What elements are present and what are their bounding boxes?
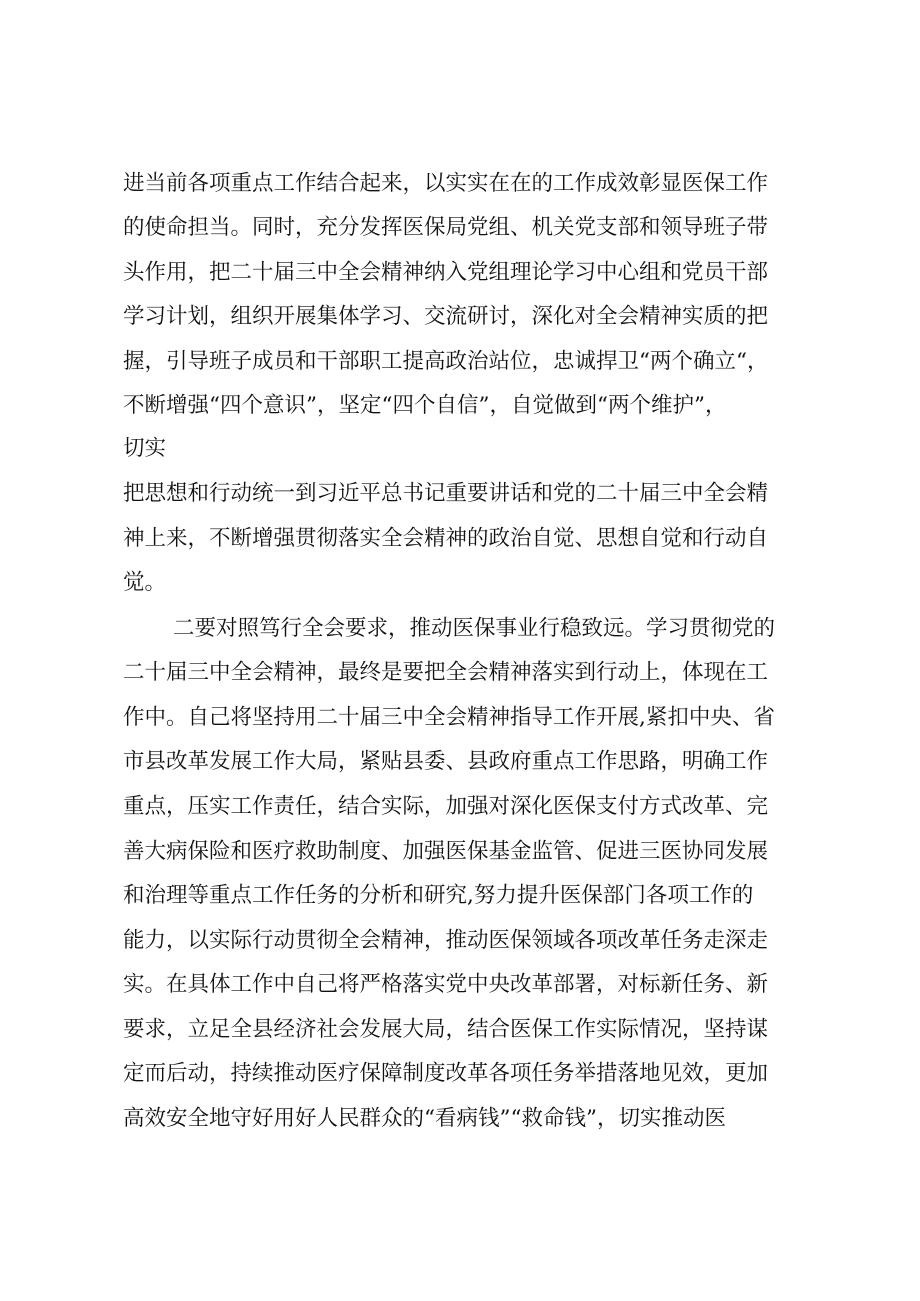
text-line: 握，引导班子成员和干部职工提高政治站位，忠诚捍卫“两个确立“， (123, 349, 769, 374)
text-line: 学习计划，组织开展集体学习、交流研讨，深化对全会精神实质的把 (123, 304, 769, 329)
text-line: 实。在具体工作中自己将严格落实党中央改革部署，对标新任务、新 (123, 972, 769, 997)
text-line: 要求，立足全县经济社会发展大局，结合医保工作实际情况，坚持谋 (123, 1017, 769, 1042)
text-line: 作中。自己将坚持用二十届三中全会精神指导工作开展,紧扣中央、省 (123, 705, 775, 730)
text-line: 进当前各项重点工作结合起来，以实实在在的工作成效彰显医保工作 (123, 171, 769, 196)
text-line: 神上来，不断增强贯彻落实全会精神的政治自觉、思想自觉和行动自 (123, 526, 769, 551)
text-line: 市县改革发展工作大局，紧贴县委、县政府重点工作思路，明确工作 (123, 749, 769, 774)
text-line: 头作用，把二十届三中全会精神纳入党组理论学习中心组和党员干部 (123, 260, 769, 285)
text-line: 高效安全地守好用好人民群众的“看病钱”“救命钱”，切实推动医 (123, 1106, 726, 1131)
text-line: 定而后动，持续推动医疗保障制度改革各项任务举措落地见效，更加 (123, 1061, 769, 1086)
text-line: 把思想和行动统一到习近平总书记重要讲话和党的二十届三中全会精 (123, 481, 769, 506)
text-line: 和治理等重点工作任务的分析和研究,努力提升医保部门各项工作的 (123, 883, 754, 908)
text-line: 的使命担当。同时，充分发挥医保局党组、机关党支部和领导班子带 (123, 215, 769, 240)
text-line: 切实 (123, 436, 167, 461)
text-line: 重点，压实工作责任，结合实际，加强对深化医保支付方式改革、完 (123, 794, 769, 819)
text-line: 能力，以实际行动贯彻全会精神，推动医保领域各项改革任务走深走 (123, 928, 769, 953)
text-line: 善大病保险和医疗救助制度、加强医保基金监管、促进三医协同发展 (123, 839, 769, 864)
text-line: 不断增强“四个意识”，坚定“四个自信”，自觉做到“两个维护”， (123, 393, 727, 418)
paragraph-start-line: 二要对照笃行全会要求，推动医保事业行稳致远。学习贯彻党的 (173, 616, 776, 641)
text-line: 觉。 (123, 570, 167, 595)
text-line: 二十届三中全会精神，最终是要把全会精神落实到行动上，体现在工 (123, 660, 769, 685)
